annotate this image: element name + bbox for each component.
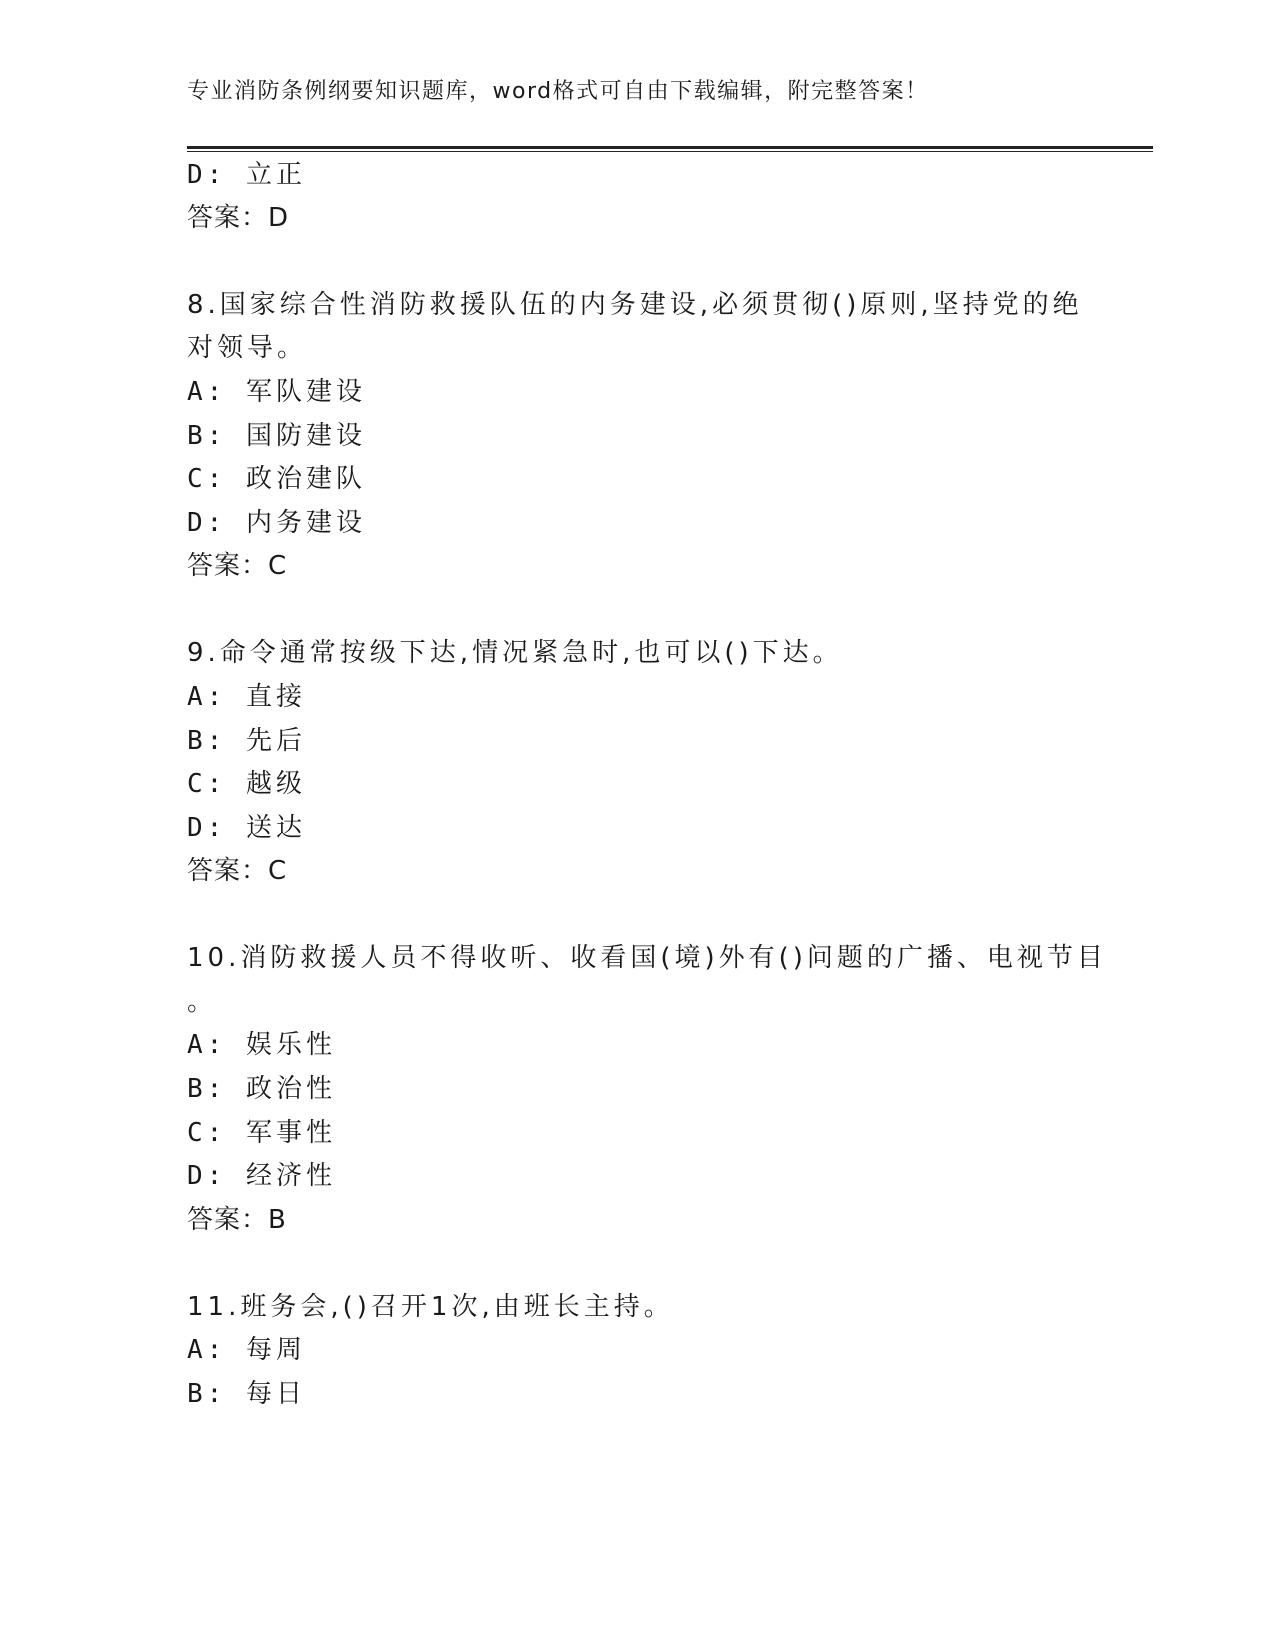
page-header: 专业消防条例纲要知识题库，word格式可自由下载编辑，附完整答案！ bbox=[187, 79, 929, 104]
header-divider bbox=[187, 146, 1153, 152]
q11-option-b: B: 每日 bbox=[187, 1379, 306, 1409]
prev-option-d: D: 立正 bbox=[187, 160, 306, 190]
q11-stem: 11.班务会,()召开1次,由班长主持。 bbox=[187, 1292, 674, 1322]
q9-stem: 9.命令通常按级下达,情况紧急时,也可以()下达。 bbox=[187, 638, 843, 668]
q8-option-d: D: 内务建设 bbox=[187, 508, 366, 538]
q10-option-d: D: 经济性 bbox=[187, 1161, 336, 1191]
q10-option-c: C: 军事性 bbox=[187, 1118, 336, 1148]
q10-option-a: A: 娱乐性 bbox=[187, 1030, 336, 1060]
q8-option-c: C: 政治建队 bbox=[187, 464, 366, 494]
q9-option-c: C: 越级 bbox=[187, 769, 306, 799]
q10-answer: 答案：B bbox=[187, 1205, 287, 1235]
q9-option-a: A: 直接 bbox=[187, 682, 306, 712]
q9-answer: 答案：C bbox=[187, 856, 288, 886]
q10-stem-line2: 。 bbox=[187, 987, 218, 1017]
q8-stem-line2: 对领导。 bbox=[187, 333, 308, 363]
q9-option-b: B: 先后 bbox=[187, 726, 306, 756]
prev-answer: 答案：D bbox=[187, 203, 290, 233]
q8-stem-line1: 8.国家综合性消防救援队伍的内务建设,必须贯彻()原则,坚持党的绝 bbox=[187, 290, 1083, 320]
q8-answer: 答案：C bbox=[187, 551, 288, 581]
q8-option-a: A: 军队建设 bbox=[187, 377, 366, 407]
q9-option-d: D: 送达 bbox=[187, 813, 306, 843]
q11-option-a: A: 每周 bbox=[187, 1335, 306, 1365]
q10-stem-line1: 10.消防救援人员不得收听、收看国(境)外有()问题的广播、电视节目 bbox=[187, 943, 1107, 973]
q10-option-b: B: 政治性 bbox=[187, 1074, 336, 1104]
q8-option-b: B: 国防建设 bbox=[187, 421, 366, 451]
